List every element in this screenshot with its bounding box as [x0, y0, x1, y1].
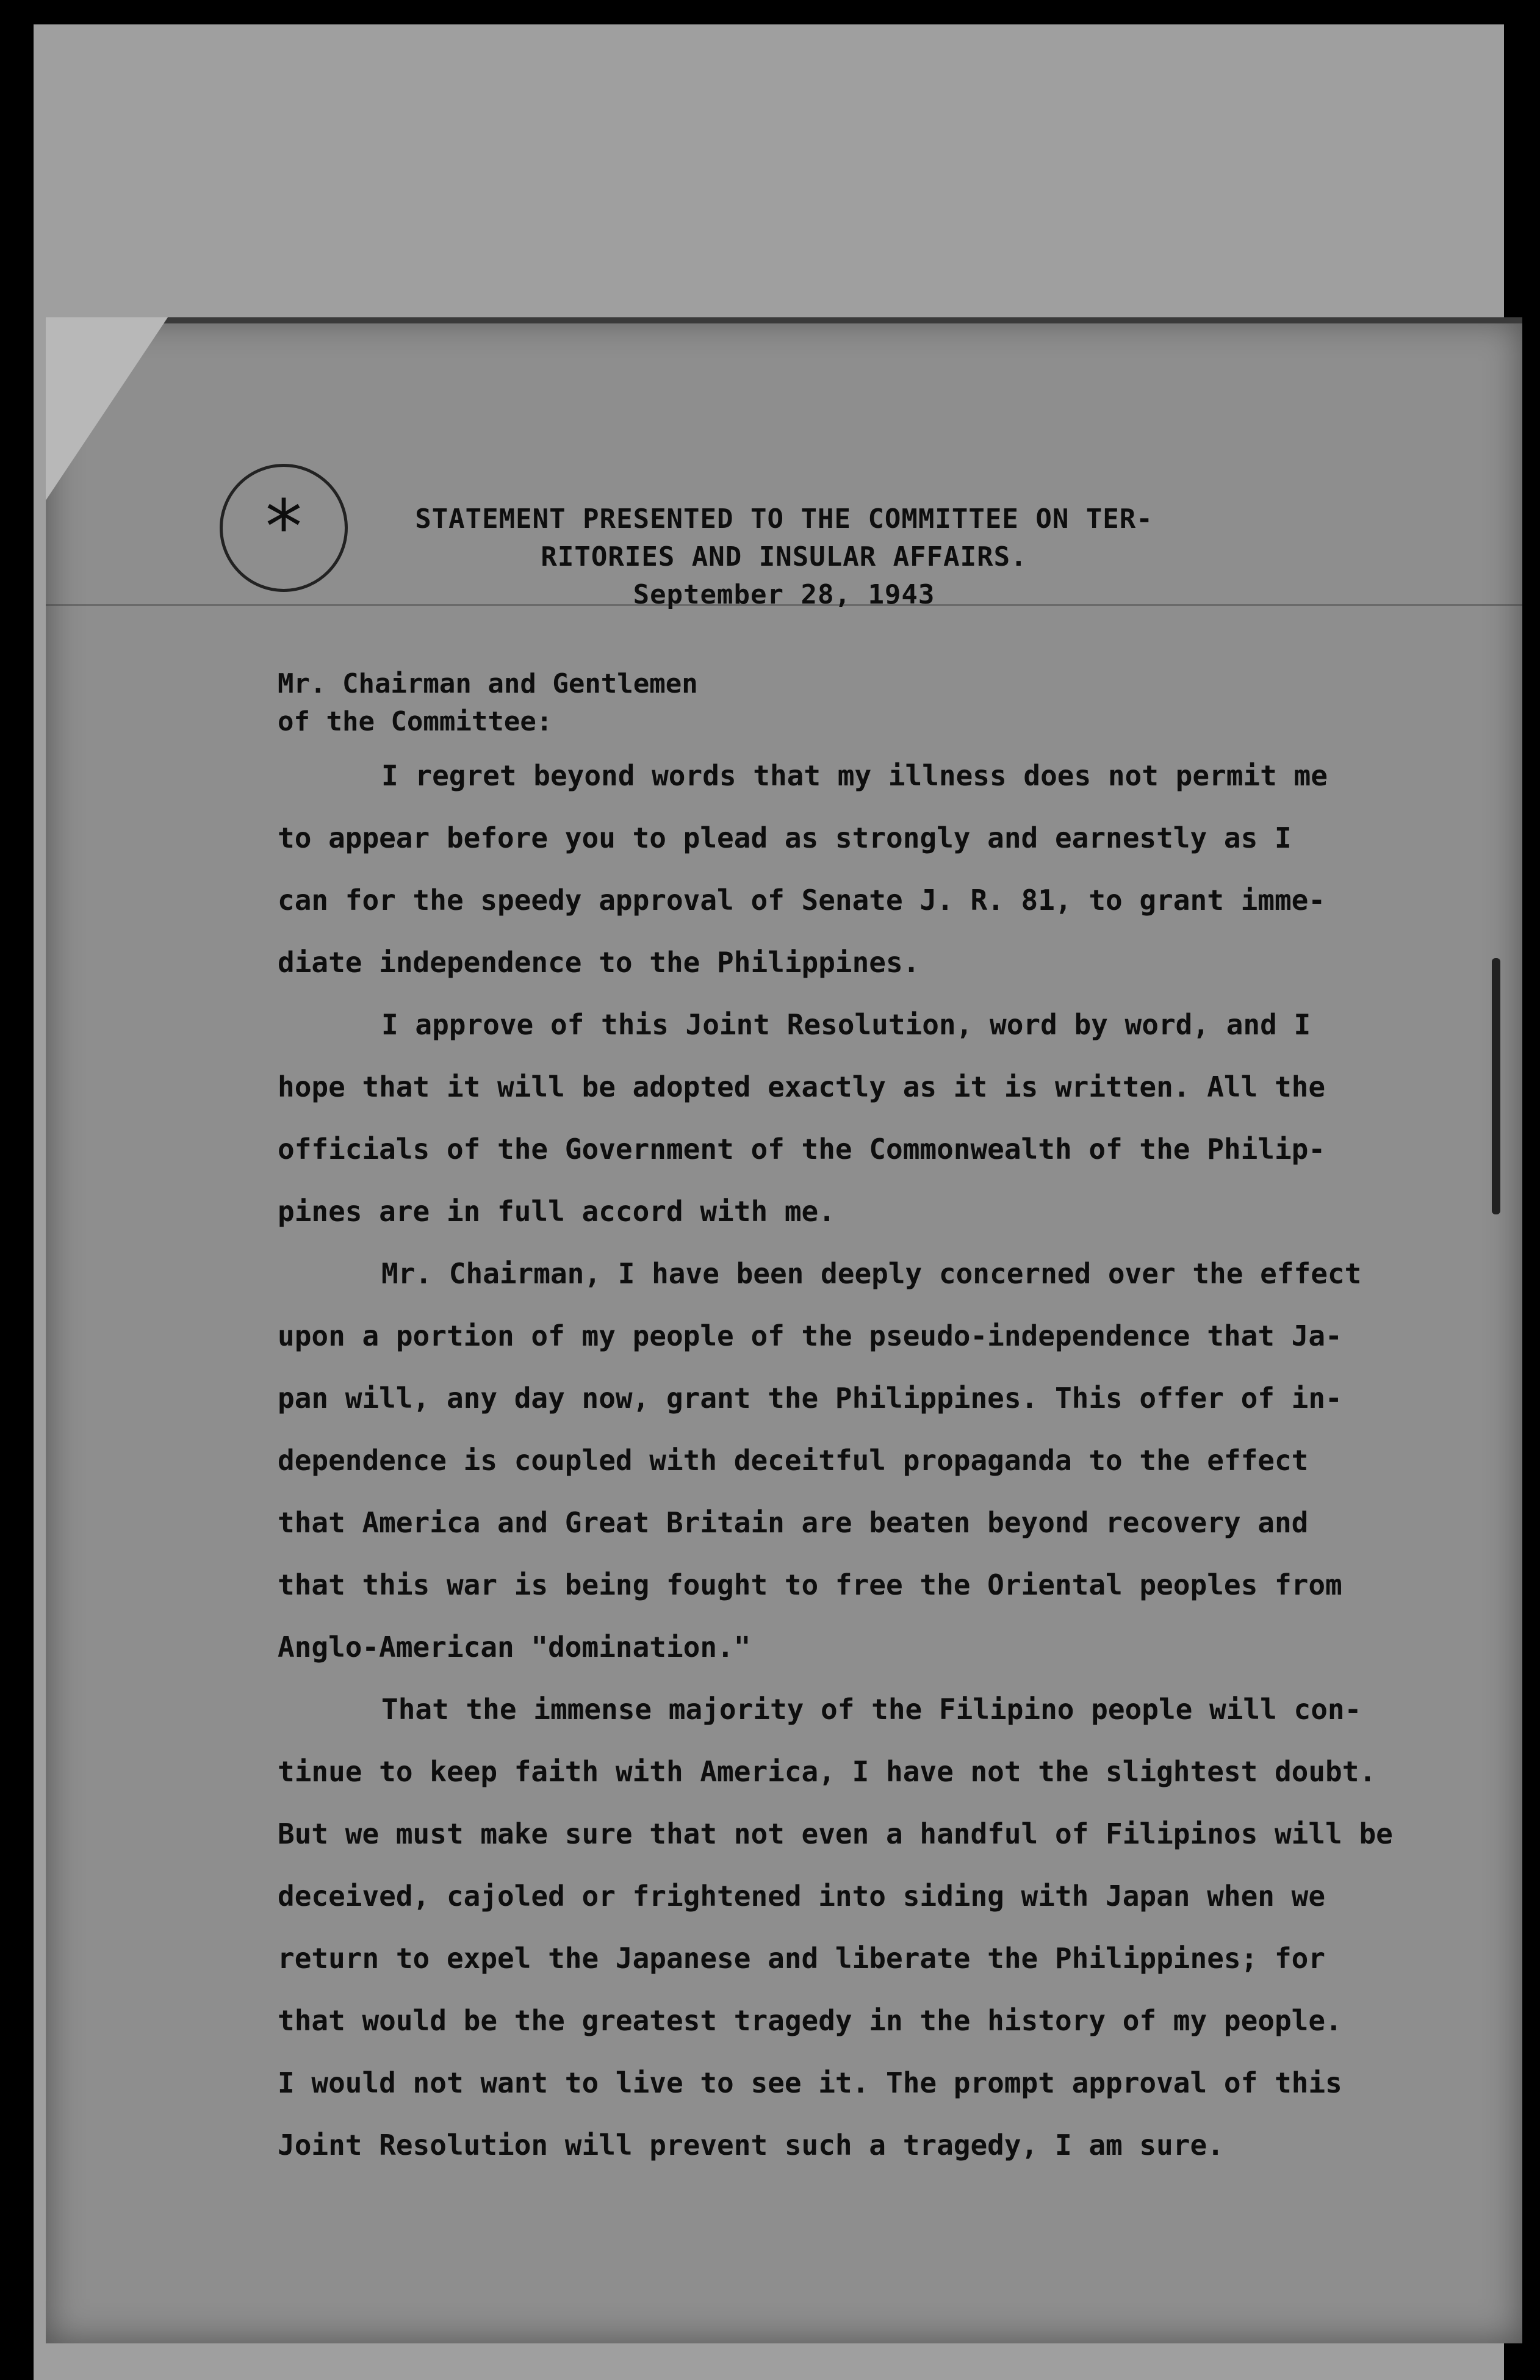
salutation-line: Mr. Chairman and Gentlemen	[278, 668, 698, 699]
body-line: pan will, any day now, grant the Philippines. This offer of in-	[278, 1382, 1342, 1415]
title-date: September 28, 1943	[633, 579, 935, 610]
body-line: diate independence to the Philippines.	[278, 946, 920, 979]
body-line: tinue to keep faith with America, I have not the slightest doubt.	[278, 1755, 1376, 1788]
body-line: pines are in full accord with me.	[278, 1195, 835, 1228]
body-line: I would not want to live to see it. The prompt approval of this	[278, 2066, 1342, 2099]
body-line: to appear before you to plead as strongly and earnestly as I	[278, 821, 1292, 854]
salutation-line: of the Committee:	[278, 706, 553, 737]
body-line: hope that it will be adopted exactly as it is written. All the	[278, 1070, 1326, 1103]
body-line: that would be the greatest tragedy in the history of my people.	[278, 2004, 1342, 2037]
body-line: return to expel the Japanese and liberate the Philippines; for	[278, 1942, 1326, 1975]
body-line: can for the speedy approval of Senate J. R. 81, to grant imme-	[278, 884, 1326, 917]
body-line: that this war is being fought to free the Oriental peoples from	[278, 1568, 1342, 1601]
body-line: But we must make sure that not even a handful of Filipinos will be	[278, 1817, 1393, 1850]
body-line: dependence is coupled with deceitful propaganda to the effect	[278, 1444, 1309, 1477]
handwritten-asterisk-mark: *	[220, 464, 348, 592]
statement-body	[278, 745, 1393, 2176]
salutation	[278, 665, 698, 741]
body-line: deceived, cajoled or frightened into siding with Japan when we	[278, 1880, 1326, 1913]
folded-corner	[46, 317, 168, 500]
body-line: That the immense majority of the Filipino people will con-	[381, 1693, 1362, 1726]
body-line: upon a portion of my people of the pseudo-independence that Ja-	[278, 1319, 1342, 1352]
document-page	[46, 317, 1522, 2343]
title-line: RITORIES AND INSULAR AFFAIRS.	[541, 541, 1027, 572]
body-line: I approve of this Joint Resolution, word by word, and I	[381, 1008, 1311, 1041]
body-line: Anglo-American "domination."	[278, 1631, 751, 1664]
body-line: officials of the Government of the Commonwealth of the Philip-	[278, 1133, 1326, 1166]
title-line: STATEMENT PRESENTED TO THE COMMITTEE ON TER-	[415, 503, 1153, 535]
document-title	[46, 500, 1522, 614]
margin-ink-mark	[1492, 958, 1500, 1214]
body-line: Joint Resolution will prevent such a tragedy, I am sure.	[278, 2129, 1224, 2162]
page-top-edge	[46, 317, 1522, 323]
body-line: that America and Great Britain are beaten beyond recovery and	[278, 1506, 1309, 1539]
body-line: Mr. Chairman, I have been deeply concerned over the effect	[381, 1257, 1362, 1290]
body-line: I regret beyond words that my illness does not permit me	[381, 759, 1328, 792]
